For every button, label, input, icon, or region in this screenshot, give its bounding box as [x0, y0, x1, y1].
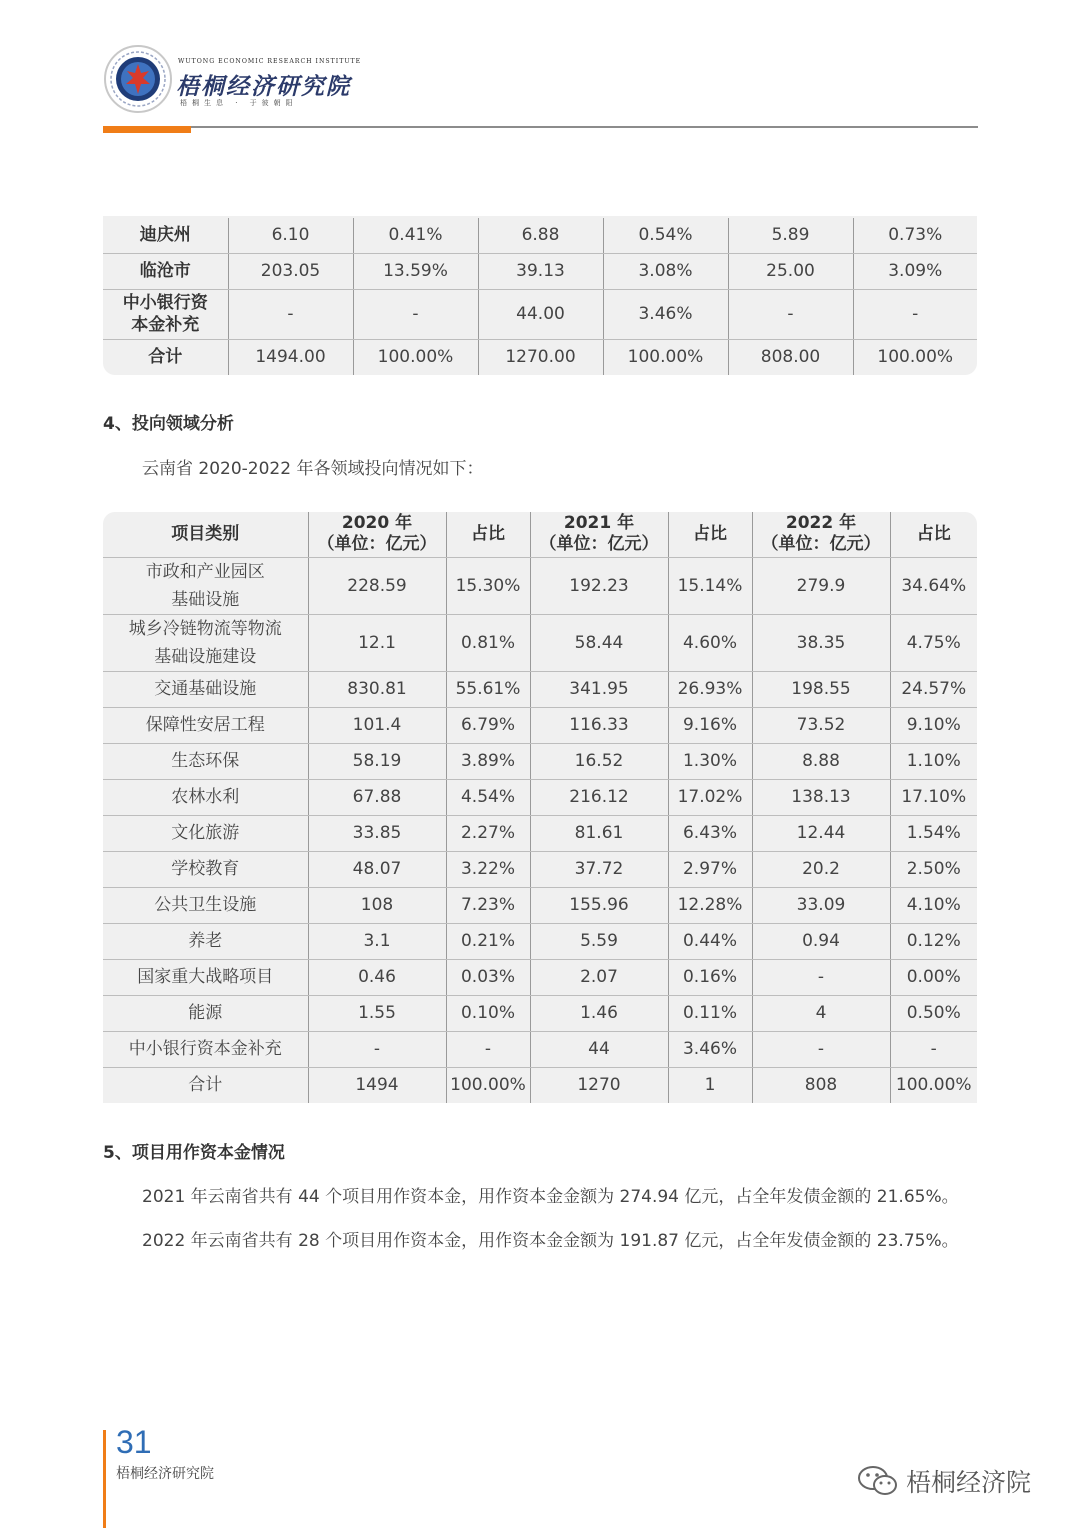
table-cell: 100.00% — [353, 339, 478, 375]
section-5-paragraph-2022: 2022 年云南省共有 28 个项目用作资本金，用作资本金金额为 191.87 亿元，占全年发债金额的 23.75%。 — [142, 1231, 959, 1251]
table-cell: 16.52 — [530, 743, 668, 779]
header-share-2021: 占比 — [668, 512, 752, 557]
table-cell: 3.89% — [446, 743, 530, 779]
investment-sector-table — [103, 512, 977, 1103]
table-cell: 192.23 — [530, 557, 668, 614]
table-cell: 81.61 — [530, 815, 668, 851]
table-cell: 4.10% — [890, 887, 977, 923]
table-row — [103, 779, 977, 815]
table-cell: 0.94 — [752, 923, 890, 959]
table-cell: 101.4 — [308, 707, 446, 743]
category-cell: 保障性安居工程 — [103, 707, 308, 743]
section-5-heading: 5、项目用作资本金情况 — [103, 1143, 285, 1163]
table-cell: 2.97% — [668, 851, 752, 887]
table-cell: 1.10% — [890, 743, 977, 779]
table-cell: 108 — [308, 887, 446, 923]
table-cell: 9.16% — [668, 707, 752, 743]
table-cell: 2.07 — [530, 959, 668, 995]
table-cell: 7.23% — [446, 887, 530, 923]
table-cell: 12.28% — [668, 887, 752, 923]
header-2021: 2021 年 （单位：亿元） — [530, 512, 668, 557]
section-5-paragraph-2021: 2021 年云南省共有 44 个项目用作资本金，用作资本金金额为 274.94 亿元，占全年发债金额的 21.65%。 — [142, 1187, 959, 1207]
table-cell: 1.30% — [668, 743, 752, 779]
table-cell: 228.59 — [308, 557, 446, 614]
category-cell: 公共卫生设施 — [103, 887, 308, 923]
table-cell: 0.21% — [446, 923, 530, 959]
table-cell: 279.9 — [752, 557, 890, 614]
footer-accent-bar — [103, 1430, 106, 1528]
header-divider — [103, 126, 978, 128]
table-cell: 3.46% — [668, 1031, 752, 1067]
header-2020: 2020 年 （单位：亿元） — [308, 512, 446, 557]
table-cell: 808 — [752, 1067, 890, 1103]
table-cell: 33.09 — [752, 887, 890, 923]
table-cell: 73.52 — [752, 707, 890, 743]
table-cell: 1.55 — [308, 995, 446, 1031]
table-cell: 830.81 — [308, 671, 446, 707]
row-label: 中小银行资本金补充 — [103, 289, 228, 339]
wechat-icon — [856, 1465, 900, 1497]
table-row — [103, 1067, 977, 1103]
row-label: 临沧市 — [103, 253, 228, 289]
table-cell: 3.09% — [853, 253, 977, 289]
category-cell: 合计 — [103, 1067, 308, 1103]
table-cell: 4.75% — [890, 614, 977, 671]
table-row — [103, 959, 977, 995]
table-cell: 6.88 — [478, 217, 603, 253]
table-cell: 33.85 — [308, 815, 446, 851]
table-cell: 0.16% — [668, 959, 752, 995]
table-cell: 0.03% — [446, 959, 530, 995]
table-cell: 116.33 — [530, 707, 668, 743]
table-cell: 17.02% — [668, 779, 752, 815]
table-cell: 0.44% — [668, 923, 752, 959]
table-cell: 26.93% — [668, 671, 752, 707]
table-cell: - — [752, 959, 890, 995]
table-cell: 0.00% — [890, 959, 977, 995]
table-cell: 198.55 — [752, 671, 890, 707]
table-cell: 20.2 — [752, 851, 890, 887]
table-cell: - — [353, 289, 478, 339]
table-cell: - — [890, 1031, 977, 1067]
table-row — [103, 815, 977, 851]
wechat-watermark — [856, 1463, 1031, 1499]
table-cell: 6.79% — [446, 707, 530, 743]
row-label: 合计 — [103, 339, 228, 375]
institute-logo — [103, 44, 173, 114]
table-cell: 3.1 — [308, 923, 446, 959]
category-cell: 国家重大战略项目 — [103, 959, 308, 995]
table-row — [103, 253, 977, 289]
table-row — [103, 557, 977, 614]
header-share-2022: 占比 — [890, 512, 977, 557]
table-cell: 0.11% — [668, 995, 752, 1031]
table-cell: 55.61% — [446, 671, 530, 707]
table-row — [103, 1031, 977, 1067]
table-cell: 1270 — [530, 1067, 668, 1103]
table-row — [103, 743, 977, 779]
table-row — [103, 851, 977, 887]
watermark-text: 梧桐经济院 — [906, 1468, 1032, 1497]
table-cell: 5.59 — [530, 923, 668, 959]
table-cell: 12.1 — [308, 614, 446, 671]
table-cell: 2.50% — [890, 851, 977, 887]
table-row — [103, 614, 977, 671]
table-cell: 138.13 — [752, 779, 890, 815]
table-cell: 34.64% — [890, 557, 977, 614]
table-cell: 0.46 — [308, 959, 446, 995]
table-cell: 1270.00 — [478, 339, 603, 375]
table-cell: 67.88 — [308, 779, 446, 815]
table-cell: 37.72 — [530, 851, 668, 887]
table-cell: 1.46 — [530, 995, 668, 1031]
table-cell: 0.41% — [353, 217, 478, 253]
table-cell: 0.81% — [446, 614, 530, 671]
table-cell: 58.19 — [308, 743, 446, 779]
table-cell: 15.14% — [668, 557, 752, 614]
table-cell: 203.05 — [228, 253, 353, 289]
regional-issuance-table-continued — [103, 216, 977, 375]
table-cell: 3.46% — [603, 289, 728, 339]
table-cell: 58.44 — [530, 614, 668, 671]
table-cell: 5.89 — [728, 217, 853, 253]
table-cell: - — [728, 289, 853, 339]
table-cell: 8.88 — [752, 743, 890, 779]
table-cell: 24.57% — [890, 671, 977, 707]
table-cell: 341.95 — [530, 671, 668, 707]
table-row — [103, 217, 977, 253]
table-cell: 25.00 — [728, 253, 853, 289]
footer-org-name: 梧桐经济研究院 — [116, 1466, 214, 1482]
org-motto: 梧桐生息 · 于彼朝阳 — [180, 99, 298, 107]
section-4-intro: 云南省 2020-2022 年各领域投向情况如下： — [142, 459, 484, 479]
table-row — [103, 995, 977, 1031]
table-cell: 1494 — [308, 1067, 446, 1103]
table-cell: 0.50% — [890, 995, 977, 1031]
org-name-chinese: 梧桐经济研究院 — [176, 73, 351, 100]
row-label: 迪庆州 — [103, 217, 228, 253]
table-cell: 9.10% — [890, 707, 977, 743]
table-cell: 48.07 — [308, 851, 446, 887]
category-cell: 能源 — [103, 995, 308, 1031]
category-cell: 学校教育 — [103, 851, 308, 887]
table-cell: - — [228, 289, 353, 339]
table-cell: 0.73% — [853, 217, 977, 253]
table-row — [103, 707, 977, 743]
table-cell: 155.96 — [530, 887, 668, 923]
category-cell: 养老 — [103, 923, 308, 959]
table-cell: 0.10% — [446, 995, 530, 1031]
table-cell: 216.12 — [530, 779, 668, 815]
table-cell: 2.27% — [446, 815, 530, 851]
category-cell: 交通基础设施 — [103, 671, 308, 707]
table-cell: 4.60% — [668, 614, 752, 671]
header-accent-bar — [103, 126, 191, 133]
table-cell: 12.44 — [752, 815, 890, 851]
table-cell: 100.00% — [603, 339, 728, 375]
table-cell: 13.59% — [353, 253, 478, 289]
category-cell: 文化旅游 — [103, 815, 308, 851]
table-row — [103, 671, 977, 707]
header-category: 项目类别 — [103, 512, 308, 557]
category-cell: 中小银行资本金补充 — [103, 1031, 308, 1067]
table-cell: 17.10% — [890, 779, 977, 815]
table-cell: 39.13 — [478, 253, 603, 289]
table-cell: 4.54% — [446, 779, 530, 815]
table-cell: 6.43% — [668, 815, 752, 851]
table-cell: 0.54% — [603, 217, 728, 253]
table-cell: - — [446, 1031, 530, 1067]
page-number: 31 — [116, 1424, 152, 1460]
table-cell: 15.30% — [446, 557, 530, 614]
table-cell: 3.08% — [603, 253, 728, 289]
header-share-2020: 占比 — [446, 512, 530, 557]
table-row — [103, 923, 977, 959]
table-row — [103, 339, 977, 375]
table-cell: - — [308, 1031, 446, 1067]
table-cell: 100.00% — [446, 1067, 530, 1103]
table-cell: 38.35 — [752, 614, 890, 671]
table-row — [103, 887, 977, 923]
table-cell: 1.54% — [890, 815, 977, 851]
table-row — [103, 289, 977, 339]
org-name-english: WUTONG ECONOMIC RESEARCH INSTITUTE — [178, 58, 362, 65]
table-cell: 100.00% — [895, 1075, 972, 1096]
table-cell: - — [853, 289, 977, 339]
table-cell: 1 — [668, 1067, 752, 1103]
table-cell: 3.22% — [446, 851, 530, 887]
category-cell: 生态环保 — [103, 743, 308, 779]
category-cell: 市政和产业园区 基础设施 — [103, 557, 308, 614]
category-cell: 城乡冷链物流等物流 基础设施建设 — [103, 614, 308, 671]
table-cell: - — [752, 1031, 890, 1067]
table-cell: 1494.00 — [228, 339, 353, 375]
header-2022: 2022 年 （单位：亿元） — [752, 512, 890, 557]
table-cell: 100.00% — [877, 347, 954, 368]
table-cell: 44.00 — [478, 289, 603, 339]
table-cell: 44 — [530, 1031, 668, 1067]
table-cell: 4 — [752, 995, 890, 1031]
table-cell: 6.10 — [228, 217, 353, 253]
section-4-heading: 4、投向领域分析 — [103, 414, 234, 434]
table-cell: 0.12% — [890, 923, 977, 959]
table-cell: 808.00 — [728, 339, 853, 375]
category-cell: 农林水利 — [103, 779, 308, 815]
